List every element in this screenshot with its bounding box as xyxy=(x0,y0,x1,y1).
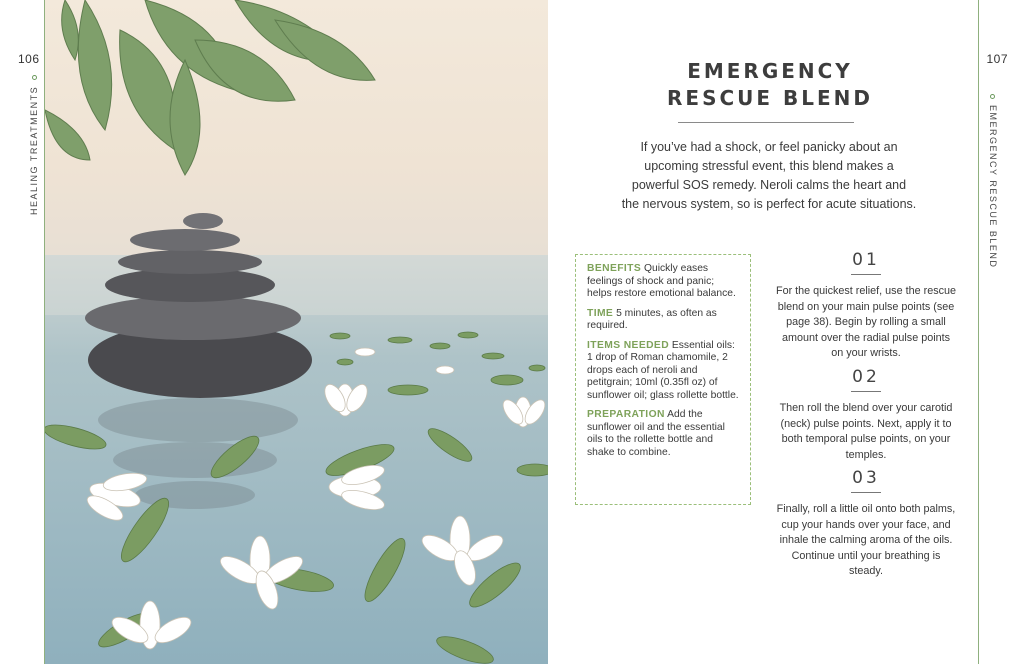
left-running-head xyxy=(29,85,39,215)
zen-stones-illustration xyxy=(45,0,548,664)
info-box xyxy=(575,254,751,505)
right-running-head xyxy=(988,88,998,269)
step-2 xyxy=(775,367,957,463)
right-running-head-text: EMERGENCY RESCUE BLEND xyxy=(988,105,998,269)
title-line-2: RESCUE BLEND xyxy=(667,86,873,110)
running-head-dot-icon xyxy=(990,94,995,99)
page-title xyxy=(620,58,920,112)
illustration-svg xyxy=(45,0,548,664)
left-running-head-text: HEALING TREATMENTS xyxy=(29,85,39,215)
items-label: ITEMS NEEDED xyxy=(587,339,670,351)
step-1-text: For the quickest relief, use the rescue blend on your main pulse points (see page 38). Begin by rolling a small amount over the radial pulse points on your wrists. xyxy=(775,285,957,359)
stone-4 xyxy=(118,250,262,274)
right-page-number: 107 xyxy=(986,52,1008,66)
items-text: Essential oils: 1 drop of Roman chamomile, 2 drops each of neroli and petitgrain; 10ml (0.35fl oz) of sunflower oil; glass rollette bottle. xyxy=(587,339,739,401)
step-2-text: Then roll the blend over your carotid (neck) pulse points. Next, apply it to both temporal pulse points, on your temples. xyxy=(779,402,953,461)
step-3-rule xyxy=(851,492,881,493)
time-label: TIME xyxy=(587,307,614,319)
stone-2 xyxy=(85,296,301,340)
step-1-number: 01 xyxy=(852,250,880,270)
title-line-1: EMERGENCY xyxy=(687,59,853,83)
preparation-entry xyxy=(587,409,741,459)
step-2-rule xyxy=(851,391,881,392)
step-3-text: Finally, roll a little oil onto both palms, cup your hands over your face, and inhale the calming aroma of the oils. Continue until your breathing is steady. xyxy=(776,503,956,577)
step-2-number: 02 xyxy=(852,367,880,387)
intro-line-2: upcoming stressful event, this blend makes a xyxy=(644,159,894,173)
intro-line-1: If you’ve had a shock, or feel panicky about an xyxy=(640,140,898,154)
right-edge-line xyxy=(978,0,979,664)
intro-paragraph xyxy=(610,138,928,214)
preparation-label: PREPARATION xyxy=(587,409,665,420)
stone-6 xyxy=(183,213,223,229)
step-1 xyxy=(775,250,957,362)
time-text: 5 minutes, as often as required. xyxy=(587,307,717,331)
left-edge-line xyxy=(44,0,45,664)
step-3-number: 03 xyxy=(852,468,880,488)
benefits-entry xyxy=(587,263,741,301)
intro-line-3: powerful SOS remedy. Neroli calms the heart and xyxy=(631,178,907,192)
intro-line-4: the nervous system, so is perfect for acute situations. xyxy=(621,197,917,211)
time-entry xyxy=(587,308,741,333)
preparation-text: Add the sunflower oil and the essential oils to the rollette bottle and shake to combine. xyxy=(587,409,725,458)
benefits-label: BENEFITS xyxy=(587,263,642,274)
items-entry xyxy=(587,340,741,403)
running-head-dot-icon xyxy=(32,75,37,80)
step-3 xyxy=(775,468,957,580)
left-page-number: 106 xyxy=(18,52,40,66)
step-1-rule xyxy=(851,274,881,275)
stone-5 xyxy=(130,229,240,251)
benefits-text: Quickly eases feelings of shock and panic; helps restore emotional balance. xyxy=(587,263,736,299)
title-divider xyxy=(678,122,854,123)
